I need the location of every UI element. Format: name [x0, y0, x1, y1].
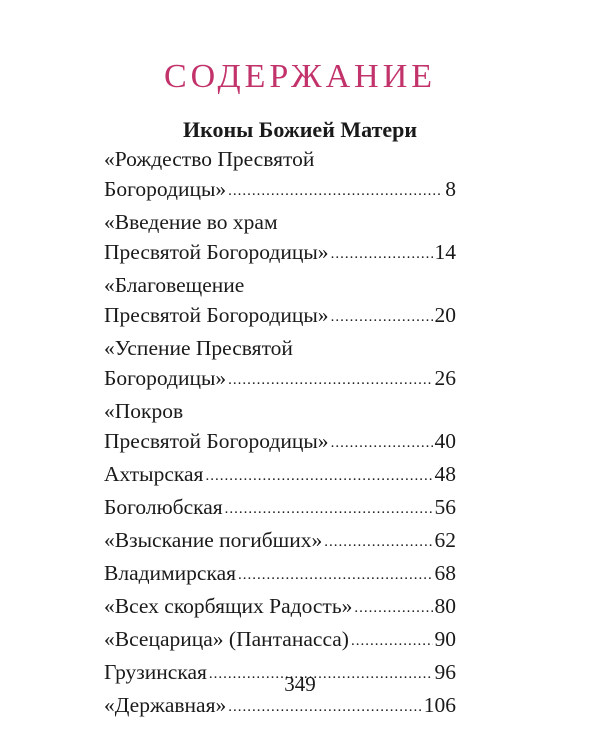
dot-leader	[228, 362, 432, 395]
toc-entry	[104, 624, 456, 657]
table-of-contents	[104, 144, 456, 723]
page-title: СОДЕРЖАНИЕ	[163, 58, 437, 95]
toc-entry	[104, 396, 456, 459]
toc-entry	[104, 492, 456, 525]
toc-entry-page: 20	[434, 303, 456, 327]
toc-entry	[104, 558, 456, 591]
toc-entry-page: 68	[434, 561, 456, 585]
toc-entry-label: Пресвятой Богородицы»	[104, 429, 329, 453]
toc-entry-row	[104, 624, 456, 657]
toc-entry-page: 62	[434, 528, 456, 552]
toc-entry-page: 40	[434, 429, 456, 453]
toc-entry-label: Владимирская	[104, 561, 237, 585]
toc-entry-label: Богородицы»	[104, 177, 227, 201]
toc-entry-title-line: «Успение Пресвятой	[104, 336, 293, 360]
toc-entry	[104, 333, 456, 396]
toc-entry	[104, 525, 456, 558]
dot-leader	[228, 173, 443, 206]
dot-leader	[324, 524, 432, 557]
toc-entry-label: Боголюбская	[104, 495, 223, 519]
toc-entry-label: «Взыскание погибших»	[104, 528, 323, 552]
toc-entry-label: Богородицы»	[104, 366, 227, 390]
toc-entry-page: 8	[445, 177, 456, 201]
toc-entry-label: «Всех скорбящих Радость»	[104, 594, 353, 618]
toc-entry-page: 48	[434, 462, 456, 486]
toc-entry-row	[104, 174, 456, 207]
toc-entry-label: Грузинская	[104, 660, 207, 684]
toc-entry-title-line: «Благовещение	[104, 273, 245, 297]
toc-entry-label: Пресвятой Богородицы»	[104, 240, 329, 264]
toc-entry-label: «Державная»	[104, 693, 227, 717]
toc-entry-row	[104, 300, 456, 333]
dot-leader	[354, 590, 432, 623]
toc-entry-page: 96	[434, 660, 456, 684]
toc-entry-page: 80	[434, 594, 456, 618]
dot-leader	[225, 491, 433, 524]
toc-entry-label: Пресвятой Богородицы»	[104, 303, 329, 327]
toc-entry-row	[104, 558, 456, 591]
toc-entry	[104, 270, 456, 333]
toc-entry-row	[104, 492, 456, 525]
toc-entry-row	[104, 426, 456, 459]
toc-entry-row	[104, 591, 456, 624]
toc-entry-title-line: «Покров	[104, 399, 184, 423]
toc-entry	[104, 207, 456, 270]
dot-leader	[238, 557, 432, 590]
toc-entry-label: Ахтырская	[104, 462, 204, 486]
page-number: 349	[284, 672, 316, 696]
toc-entry	[104, 591, 456, 624]
toc-entry-row	[104, 459, 456, 492]
toc-entry-title-line: «Рождество Пресвятой	[104, 147, 315, 171]
toc-entry-page: 106	[423, 693, 456, 717]
dot-leader	[331, 299, 433, 332]
toc-entry-row	[104, 237, 456, 270]
toc-entry-row	[104, 363, 456, 396]
toc-entry	[104, 459, 456, 492]
toc-entry-page: 26	[434, 366, 456, 390]
toc-entry-row	[104, 525, 456, 558]
dot-leader	[331, 236, 433, 269]
toc-entry-title-line: «Введение во храм	[104, 210, 278, 234]
section-heading: Иконы Божией Матери	[182, 117, 418, 142]
toc-entry-label: «Всецарица» (Пантанасса)	[104, 627, 349, 651]
toc-entry-page: 90	[434, 627, 456, 651]
toc-entry-page: 56	[434, 495, 456, 519]
dot-leader	[205, 458, 432, 491]
toc-entry	[104, 144, 456, 207]
toc-entry-page: 14	[434, 240, 456, 264]
dot-leader	[351, 623, 433, 656]
dot-leader	[331, 425, 433, 458]
